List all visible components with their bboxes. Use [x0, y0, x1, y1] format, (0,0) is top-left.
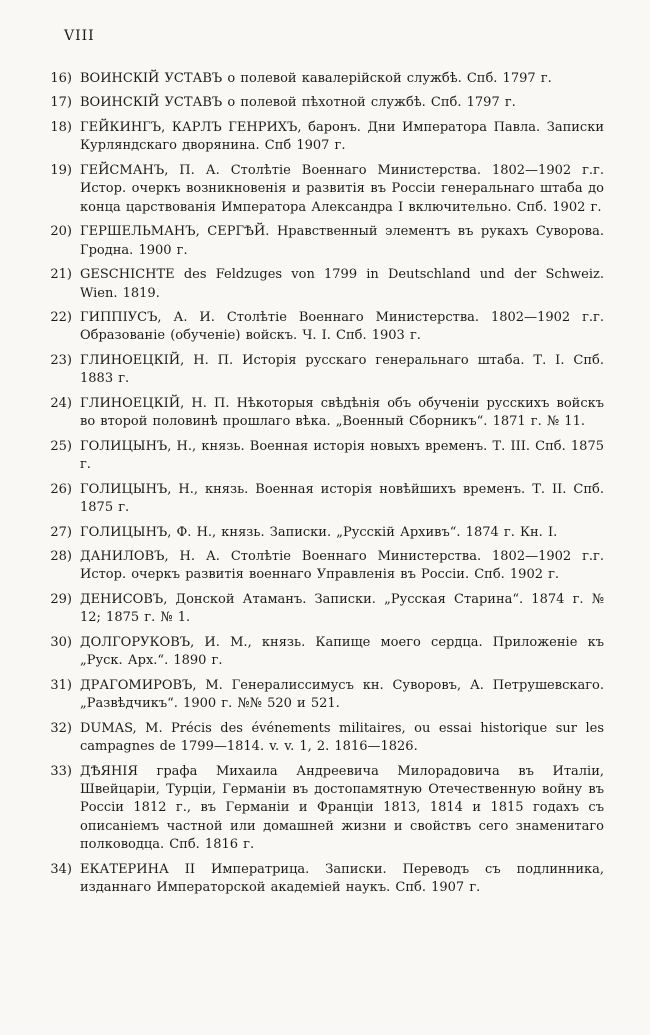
entry-number: 28) — [50, 548, 72, 564]
bibliography-entry — [38, 94, 604, 112]
entry-text: ГОЛИЦЫНЪ, Ф. Н., князь. Записки. „Русскій Архивъ“. 1874 г. Кн. I. — [80, 524, 558, 540]
entry-text: ГОЛИЦЫНЪ, Н., князь. Военная исторія новѣйшихъ временъ. Т. II. Спб. 1875 г. — [80, 481, 604, 516]
bibliography-entry — [38, 591, 604, 628]
entry-number: 33) — [50, 763, 72, 779]
entry-number: 25) — [50, 438, 72, 454]
entry-text: ВОИНСКІЙ УСТАВЪ о полевой пѣхотной службѣ. Спб. 1797 г. — [80, 95, 516, 111]
entry-text: ДАНИЛОВЪ, Н. А. Столѣтіе Военнаго Министерства. 1802—1902 г.г. Истор. очеркъ развитія военнаго Управленія въ Россіи. Спб. 1902 г. — [80, 548, 604, 583]
entry-text: DUMAS, M. Précis des événements militaires, ou essai historique sur les campagnes de 1799—1814. v. v. 1, 2. 1816—1826. — [80, 720, 604, 755]
entry-number: 30) — [50, 634, 72, 650]
entry-text: ГЕЙКИНГЪ, КАРЛЪ ГЕНРИХЪ, баронъ. Дни Императора Павла. Записки Курляндскаго дворянина. Спб 1907 г. — [80, 119, 604, 154]
entry-number: 24) — [50, 395, 72, 411]
bibliography-entry — [38, 119, 604, 156]
entry-text: ДОЛГОРУКОВЪ, И. М., князь. Капище моего сердца. Приложеніе къ „Руск. Арх.“. 1890 г. — [80, 634, 604, 669]
bibliography-entry — [38, 266, 604, 303]
entry-text: ГОЛИЦЫНЪ, Н., князь. Военная исторія новыхъ временъ. Т. III. Спб. 1875 г. — [80, 438, 604, 473]
entry-text: ЕКАТЕРИНА II Императрица. Записки. Переводъ съ подлинника, изданнаго Императорской академіей наукъ. Спб. 1907 г. — [80, 861, 604, 896]
bibliography-entry — [38, 309, 604, 346]
entry-number: 18) — [50, 119, 72, 135]
entry-text: ДѢЯНІЯ графа Михаила Андреевича Милорадовича въ Италіи, Швейцаріи, Турціи, Германіи въ достопамятную Отечественную войну въ Россіи 1812 г., въ Германіи и Франціи 1813, 1814 и 1815 годахъ съ описаніемъ частной или домашней жизни и свойствъ сего знаменитаго полководца. Спб. 1816 г. — [80, 763, 604, 853]
bibliography-entry — [38, 677, 604, 714]
entry-text: ВОИНСКІЙ УСТАВЪ о полевой кавалерійской службѣ. Спб. 1797 г. — [80, 71, 552, 86]
entry-number: 31) — [50, 677, 72, 693]
entry-text: ГЕРШЕЛЬМАНЪ, СЕРГѢЙ. Нравственный элементъ въ рукахъ Суворова. Гродна. 1900 г. — [80, 224, 604, 258]
entry-number: 32) — [50, 720, 72, 736]
entry-number: 26) — [50, 481, 72, 497]
bibliography-entry — [38, 438, 604, 475]
bibliography-entry — [38, 763, 604, 855]
bibliography-entry — [38, 548, 604, 585]
entry-number: 16) — [50, 71, 72, 86]
entry-number: 19) — [50, 162, 72, 178]
entry-text: ГЕЙСМАНЪ, П. А. Столѣтіе Военнаго Министерства. 1802—1902 г.г. Истор. очеркъ возникновенія и развитія въ Россіи генеральнаго штаба до конца царствованія Императора Александра I включительно. Спб. 1902 г. — [80, 162, 604, 215]
entry-number: 34) — [50, 861, 72, 877]
entry-text: ГЛИНОЕЦКІЙ, Н. П. Исторія русскаго генеральнаго штаба. Т. I. Спб. 1883 г. — [80, 352, 604, 387]
bibliography-entry — [38, 223, 604, 260]
bibliography-entry — [38, 720, 604, 757]
entry-text: ГИППІУСЪ, А. И. Столѣтіе Военнаго Министерства. 1802—1902 г.г. Образованіе (обученіе) войскъ. Ч. I. Спб. 1903 г. — [80, 309, 604, 344]
entry-text: ГЛИНОЕЦКІЙ, Н. П. Нѣкоторыя свѣдѣнія объ обученіи русскихъ войскъ во второй половинѣ прошлаго вѣка. „Военный Сборникъ“. 1871 г. № 11. — [80, 395, 604, 430]
bibliography-entry — [38, 634, 604, 671]
entry-text: ДЕНИСОВЪ, Донской Атаманъ. Записки. „Русская Старина“. 1874 г. № 12; 1875 г. № 1. — [80, 591, 604, 626]
entry-number: 22) — [50, 309, 72, 325]
entry-number: 29) — [50, 591, 72, 607]
bibliography-entry — [38, 162, 604, 217]
bibliography-entry — [38, 524, 604, 542]
page-number: VIII — [64, 28, 95, 44]
entry-number: 17) — [50, 95, 72, 111]
bibliography-entry — [38, 70, 604, 88]
entry-text: GESCHICHTE des Feldzuges von 1799 in Deutschland und der Schweiz. Wien. 1819. — [80, 267, 604, 301]
bibliography-entry — [38, 861, 604, 898]
entry-number: 27) — [50, 524, 72, 540]
entry-number: 23) — [50, 352, 72, 368]
entry-number: 20) — [50, 224, 72, 240]
bibliography-entry — [38, 481, 604, 518]
entry-number: 21) — [50, 267, 72, 283]
bibliography-entry — [38, 352, 604, 389]
entry-text: ДРАГОМИРОВЪ, М. Генералиссимусъ кн. Суворовъ, А. Петрушевскаго. „Развѣдчикъ“. 1900 г. №№ 520 и 521. — [80, 677, 604, 712]
bibliography-list — [38, 70, 604, 898]
bibliography-entry — [38, 395, 604, 432]
